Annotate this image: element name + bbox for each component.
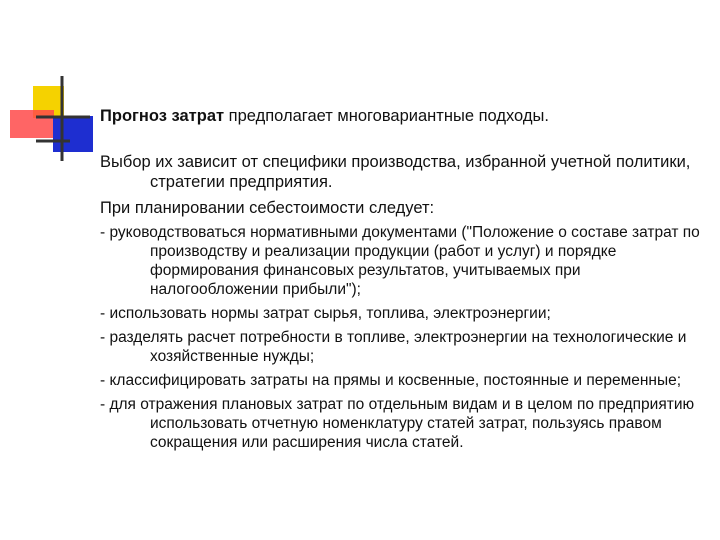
intro-bold-term: Прогноз затрат [100,107,225,125]
list-item: - для отражения плановых затрат по отдельным видам и в целом по предприятию использовать отчетную номенклатуру статей затрат, пользуясь правом сокращения или расширения числа статей. [100,396,695,451]
intro-paragraph [100,106,700,126]
slide-body [100,106,700,457]
choice-paragraph: Выбор их зависит от специфики производства, избранной учетной политики, стратегии предприятия. [100,153,691,191]
list-item: - разделять расчет потребности в топливе, электроэнергии на технологические и хозяйственные нужды; [100,329,687,365]
list-item: - руководствоваться нормативными документами ("Положение о составе затрат по производству и реализации продукции (работ и услуг) и порядке формирования финансовых результатов, учитываемых при налогообложении прибыли"); [100,224,700,298]
blue-square [53,116,93,152]
red-block [10,110,54,138]
planning-heading: При планировании себестоимости следует: [100,199,435,217]
list-item: - классифицировать затраты на прямы и косвенные, постоянные и переменные; [100,372,682,389]
intro-rest: предполагает многовариантные подходы. [224,107,549,125]
decorative-corner-blocks [0,0,100,170]
list-item: - использовать нормы затрат сырья, топлива, электроэнергии; [100,305,551,322]
